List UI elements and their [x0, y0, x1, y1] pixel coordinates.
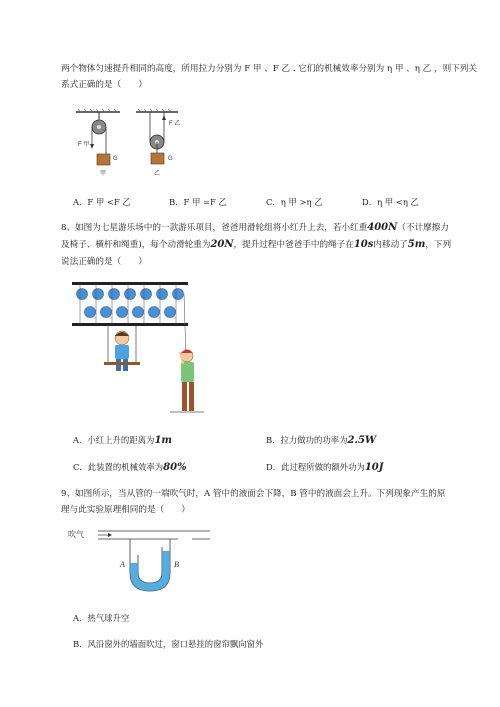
q9-stem-line1: 9、如图所示，当从管的一端吹气时，A 管中的液面会下降，B 管中的液面会上升。下列现象产生的原 [61, 489, 446, 499]
q8-option-c: C．此装置的机械效率为80% [73, 462, 187, 473]
label-f-jia: F 甲 [78, 142, 90, 148]
weight-yi [151, 153, 164, 164]
q9-option-b: B．风沿窗外的墙面吹过，窗口悬挂的窗帘飘向窗外 [73, 639, 264, 649]
caption-yi: 乙 [154, 171, 161, 177]
q8-option-d: D．此过程所做的额外功为10J [266, 462, 384, 473]
caption-jia: 甲 [100, 171, 107, 177]
label-g-yi: G [168, 156, 173, 162]
q8-stem-line3: 说法正确的是（ ） [61, 257, 147, 267]
q7-pulley-figure [70, 108, 190, 180]
q9-option-a: A．热气球升空 [73, 613, 130, 623]
q9-stem-line2: 理与此实验原理相同的是（ ） [61, 505, 190, 515]
q7-option-d: D．η 甲 <η 乙 [362, 197, 419, 207]
label-a: A [120, 560, 125, 569]
label-g-jia: G [113, 156, 118, 162]
label-b: B [174, 560, 179, 569]
q8-amusement-figure [70, 280, 220, 420]
q8-stem-line2: 及椅子、横杆和绳重)，每个动滑轮重为20N，提升过程中爸爸手中的绳子在10s内移动了5m，下列 [61, 239, 452, 250]
q9-tube-figure [68, 525, 218, 597]
q7-option-a: A．F 甲 <F 乙 [73, 197, 131, 207]
pulley-row-top [77, 289, 184, 300]
q7-option-c: C．η 甲 >η 乙 [266, 197, 323, 207]
q7-stem-line1: 两个物体匀速提升相同的高度，所用拉力分别为 F 甲 、F 乙 . 它们的机械效率分别为 η 甲 、η 乙 ，则下列关 [61, 64, 477, 74]
pulley-row-bottom [85, 307, 176, 318]
label-f-yi: F 乙 [169, 121, 181, 127]
q8-stem-line1: 8、如图为七星游乐场中的一款游乐项目，爸爸用滑轮组将小红升上去，若小红重400N（不计摩擦力 [61, 222, 449, 233]
blow-label: 吹气 [68, 530, 84, 539]
q7-stem-line2: 系式正确的是（ ） [61, 80, 147, 90]
q8-option-b: B．拉力做功的功率为2.5W [266, 435, 377, 446]
q8-option-a: A．小红上升的距离为1m [73, 435, 172, 446]
father-figure [180, 350, 194, 412]
q7-option-b: B．F 甲 =F 乙 [169, 197, 227, 207]
weight-jia [97, 154, 110, 165]
